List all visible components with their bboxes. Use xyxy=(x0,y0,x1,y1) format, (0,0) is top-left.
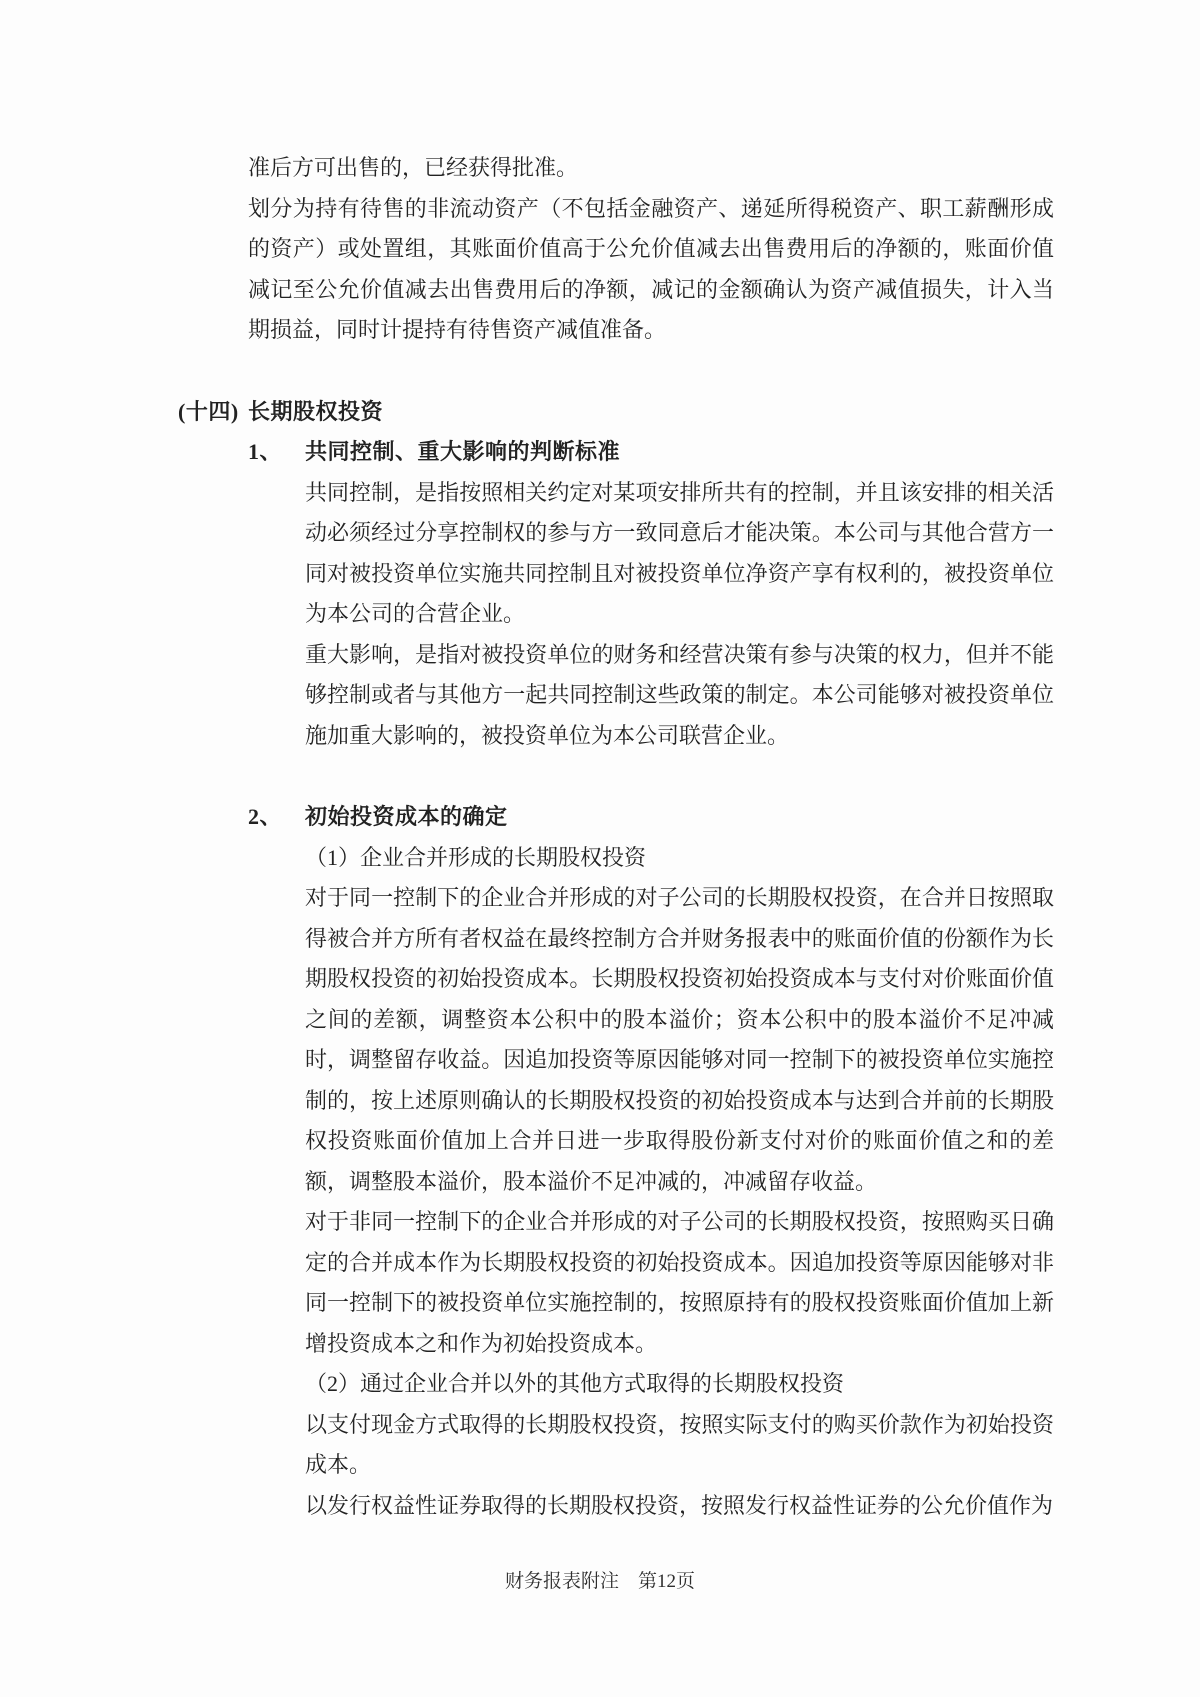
subsection-2-number: 2、 xyxy=(248,804,283,829)
subsection-2-heading xyxy=(248,797,1200,838)
subsection-2-paragraph-4: （2）通过企业合并以外的其他方式取得的长期股权投资 xyxy=(305,1371,845,1396)
page-content xyxy=(0,148,1200,1526)
subsection-2-paragraph-1: （1）企业合并形成的长期股权投资 xyxy=(305,844,647,870)
subsection-1 xyxy=(248,432,1200,756)
subsection-1-title: 共同控制、重大影响的判断标准 xyxy=(305,439,621,464)
subsection-1-body xyxy=(305,473,1054,757)
subsection-2-paragraph-2: 对于同一控制下的企业合并形成的对子公司的长期股权投资，在合并日按照取得被合并方所有者权益在最终控制方合并财务报表中的账面价值的份额作为长期股权投资的初始投资成本。长期股权投资初始投资成本与支付对价账面价值之间的差额，调整资本公积中的股本溢价；资本公积中的股本溢价不足冲减时，调整留存收益。因追加投资等原因能够对同一控制下的被投资单位实施控制的，按上述原则确认的长期股权投资的初始投资成本与达到合并前的长期股权投资账面价值加上合并日进一步取得股份新支付对价的账面价值之和的差额，调整股本溢价，股本溢价不足冲减的，冲减留存收益。 xyxy=(305,885,1054,1194)
page-footer: 财务报表附注 第12页 xyxy=(504,1571,695,1592)
section-label: (十四) xyxy=(178,398,239,424)
subsection-2-title: 初始投资成本的确定 xyxy=(305,804,508,829)
intro-paragraph-1: 准后方可出售的，已经获得批准。 xyxy=(248,155,579,180)
section-heading xyxy=(178,392,1200,433)
section-title: 长期股权投资 xyxy=(248,398,384,424)
subsection-2 xyxy=(248,797,1200,1526)
subsection-1-number: 1、 xyxy=(248,439,283,464)
subsection-2-paragraph-6: 以发行权益性证券取得的长期股权投资，按照发行权益性证券的公允价值作为 xyxy=(305,1492,1054,1518)
subsection-1-paragraph-2: 重大影响，是指对被投资单位的财务和经营决策有参与决策的权力，但并不能够控制或者与其他方一起共同控制这些政策的制定。本公司能够对被投资单位施加重大影响的，被投资单位为本公司联营企业。 xyxy=(305,641,1054,748)
subsection-2-paragraph-3: 对于非同一控制下的企业合并形成的对子公司的长期股权投资，按照购买日确定的合并成本作为长期股权投资的初始投资成本。因追加投资等原因能够对非同一控制下的被投资单位实施控制的，按照原持有的股权投资账面价值加上新增投资成本之和作为初始投资成本。 xyxy=(305,1209,1054,1356)
subsection-1-heading xyxy=(248,432,1200,473)
intro-paragraph-2: 划分为持有待售的非流动资产（不包括金融资产、递延所得税资产、职工薪酬形成的资产）或处置组，其账面价值高于公允价值减去出售费用后的净额的，账面价值减记至公允价值减去出售费用后的净额，减记的金额确认为资产减值损失，计入当期损益，同时计提持有待售资产减值准备。 xyxy=(248,195,1054,342)
subsection-1-paragraph-1: 共同控制，是指按照相关约定对某项安排所共有的控制，并且该安排的相关活动必须经过分享控制权的参与方一致同意后才能决策。本公司与其他合营方一同对被投资单位实施共同控制且对被投资单位净资产享有权利的，被投资单位为本公司的合营企业。 xyxy=(305,479,1054,626)
subsection-2-paragraph-5: 以支付现金方式取得的长期股权投资，按照实际支付的购买价款作为初始投资成本。 xyxy=(305,1411,1054,1477)
subsection-2-body xyxy=(305,838,1054,1527)
